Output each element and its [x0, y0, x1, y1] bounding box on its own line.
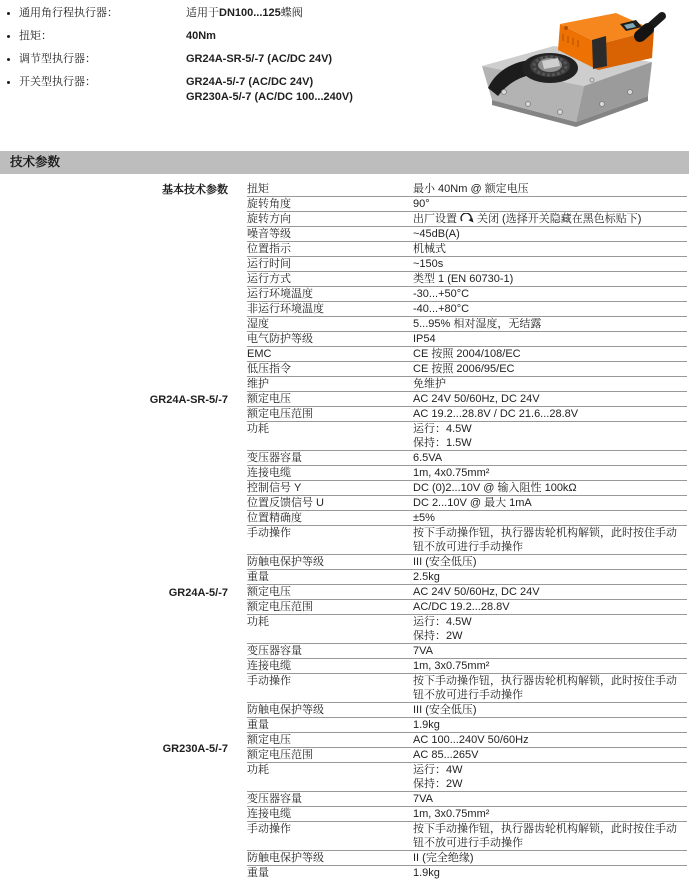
spec-name: 手动操作 [247, 527, 291, 539]
bullet-icon [7, 58, 10, 61]
spec-row [247, 257, 687, 272]
spec-value: 90° [413, 198, 430, 210]
spec-value: AC 24V 50/60Hz, DC 24V [413, 586, 540, 598]
spec-row [247, 718, 687, 733]
value-line: 运行：4W [413, 764, 463, 776]
spec-name: 旋转角度 [247, 198, 291, 210]
spec-value [413, 763, 687, 791]
spec-row [247, 212, 687, 227]
spec-name: 重量 [247, 867, 269, 879]
spec-value: DC (0)2...10V @ 输入阻性 100kΩ [413, 482, 577, 494]
spec-value: -30...+50°C [413, 288, 470, 300]
spec-value: III (安全低压) [413, 704, 477, 716]
value-text-bold: DN100...125 [219, 7, 281, 19]
value-line: 运行：4.5W [413, 616, 472, 628]
section-gr24a-sr [0, 392, 689, 585]
intro-value: GR24A-SR-5/-7 (AC/DC 24V) [186, 53, 333, 65]
spec-value: II (完全绝缘) [413, 852, 474, 864]
spec-value: AC 100...240V 50/60Hz [413, 734, 529, 746]
spec-value: CE 按照 2006/95/EC [413, 363, 515, 375]
spec-name: 功耗 [247, 423, 269, 435]
intro-item-torque [7, 29, 462, 44]
spec-row [247, 362, 687, 377]
spec-value: III (安全低压) [413, 556, 477, 568]
value-line: GR24A-5/-7 (AC/DC 24V) [186, 76, 314, 88]
spec-row [247, 272, 687, 287]
value-text: 蝶阀 [280, 7, 303, 19]
spec-value: AC 85...265V [413, 749, 479, 761]
spec-value [413, 422, 687, 450]
spec-row [247, 332, 687, 347]
spec-name: 噪音等级 [247, 228, 291, 240]
section-gr230a [0, 733, 689, 879]
spec-value: 机械式 [413, 243, 446, 255]
spec-row [247, 866, 687, 879]
spec-row [247, 674, 687, 703]
spec-row [247, 347, 687, 362]
spec-name: 位置反馈信号 U [247, 497, 324, 509]
spec-name: 运行时间 [247, 258, 291, 270]
spec-row [247, 466, 687, 481]
spec-name: 额定电压 [247, 734, 291, 746]
spec-row [247, 511, 687, 526]
intro-item-onoff-actuator [7, 75, 462, 105]
section-label-gr24a-sr: GR24A-SR-5/-7 [149, 394, 228, 406]
section-label-gr230a: GR230A-5/-7 [162, 743, 228, 755]
spec-value: DC 2...10V @ 最大 1mA [413, 497, 532, 509]
spec-row [247, 792, 687, 807]
spec-value: AC 19.2...28.8V / DC 21.6...28.8V [413, 408, 579, 420]
spec-value [413, 615, 687, 643]
spec-row [247, 703, 687, 718]
spec-value: 类型 1 (EN 60730-1) [413, 273, 514, 285]
spec-row [247, 659, 687, 674]
product-photo-actuator [462, 0, 672, 130]
value-text: 关闭 (选择开关隐藏在黑色标贴下) [477, 213, 642, 225]
spec-value [413, 212, 687, 226]
section-rows [247, 392, 687, 585]
spec-name: EMC [247, 348, 272, 360]
spec-row [247, 182, 687, 197]
spec-value: -40...+80°C [413, 303, 470, 315]
spec-name: 重量 [247, 719, 269, 731]
value-line: 保持：2W [413, 630, 463, 642]
spec-value: 1m, 3x0.75mm² [413, 660, 490, 672]
spec-value: 按下手动操作钮，执行器齿轮机构解锁，此时按住手动钮不放可进行手动操作 [413, 823, 677, 849]
spec-row [247, 851, 687, 866]
section-basic-parameters [0, 182, 689, 392]
spec-name: 维护 [247, 378, 269, 390]
spec-row [247, 733, 687, 748]
spec-row [247, 317, 687, 332]
spec-value: ~45dB(A) [413, 228, 460, 240]
intro-value: 40Nm [186, 30, 216, 42]
spec-row [247, 392, 687, 407]
spec-name: 额定电压范围 [247, 601, 313, 613]
spec-value: 1m, 3x0.75mm² [413, 808, 490, 820]
spec-row [247, 763, 687, 792]
spec-name: 扭矩 [247, 183, 269, 195]
spec-row [247, 451, 687, 466]
spec-name: 防触电保护等级 [247, 556, 324, 568]
spec-row [247, 287, 687, 302]
spec-row [247, 822, 687, 851]
spec-value: 7VA [413, 645, 433, 657]
section-header-technical-data: 技术参数 [0, 151, 689, 174]
section-gr24a [0, 585, 689, 733]
spec-name: 运行环境温度 [247, 288, 313, 300]
spec-value: 免维护 [413, 378, 446, 390]
spec-name: 变压器容量 [247, 793, 302, 805]
section-rows [247, 182, 687, 392]
intro-label: 通用角行程执行器： [19, 7, 118, 19]
spec-row [247, 615, 687, 644]
spec-value: 按下手动操作钮，执行器齿轮机构解锁，此时按住手动钮不放可进行手动操作 [413, 527, 677, 553]
spec-value: ±5% [413, 512, 435, 524]
spec-row [247, 600, 687, 615]
value-line: 保持：2W [413, 778, 463, 790]
spec-row [247, 481, 687, 496]
spec-name: 非运行环境温度 [247, 303, 324, 315]
spec-name: 控制信号 Y [247, 482, 302, 494]
section-label-basic: 基本技术参数 [162, 184, 228, 196]
spec-value: ~150s [413, 258, 444, 270]
spec-name: 湿度 [247, 318, 269, 330]
spec-value: 2.5kg [413, 571, 440, 583]
spec-name: 运行方式 [247, 273, 291, 285]
spec-name: 位置指示 [247, 243, 291, 255]
section-rows [247, 585, 687, 733]
spec-table [0, 182, 689, 879]
spec-name: 电气防护等级 [247, 333, 313, 345]
spec-name: 额定电压范围 [247, 408, 313, 420]
spec-name: 变压器容量 [247, 645, 302, 657]
intro-label: 调节型执行器： [19, 53, 96, 65]
spec-row [247, 407, 687, 422]
spec-value: 7VA [413, 793, 433, 805]
spec-value: 5...95% 相对湿度，无结露 [413, 318, 542, 330]
spec-name: 重量 [247, 571, 269, 583]
spec-row [247, 227, 687, 242]
spec-row [247, 644, 687, 659]
spec-value: 1m, 4x0.75mm² [413, 467, 490, 479]
spec-name: 额定电压范围 [247, 749, 313, 761]
spec-name: 防触电保护等级 [247, 704, 324, 716]
spec-name: 手动操作 [247, 823, 291, 835]
bullet-icon [7, 81, 10, 84]
intro-item-application [7, 6, 462, 21]
intro-value [186, 75, 353, 105]
spec-name: 额定电压 [247, 586, 291, 598]
spec-value: AC/DC 19.2...28.8V [413, 601, 510, 613]
spec-value: AC 24V 50/60Hz, DC 24V [413, 393, 540, 405]
spec-name: 功耗 [247, 764, 269, 776]
spec-row [247, 748, 687, 763]
actuator-illustration [462, 0, 672, 130]
spec-row [247, 585, 687, 600]
spec-row [247, 807, 687, 822]
spec-name: 连接电缆 [247, 808, 291, 820]
bullet-icon [7, 35, 10, 38]
intro-value [186, 6, 303, 21]
spec-name: 连接电缆 [247, 467, 291, 479]
spec-value: IP54 [413, 333, 436, 345]
spec-name: 防触电保护等级 [247, 852, 324, 864]
spec-row [247, 555, 687, 570]
value-line: GR230A-5/-7 (AC/DC 100...240V) [186, 91, 353, 103]
spec-row [247, 526, 687, 555]
spec-row [247, 422, 687, 451]
spec-row [247, 496, 687, 511]
bullet-icon [7, 12, 10, 15]
rotate-clockwise-icon [460, 213, 474, 223]
intro-item-modulating-actuator [7, 52, 462, 67]
intro-label: 扭矩： [19, 30, 52, 42]
intro-label: 开关型执行器： [19, 76, 96, 88]
spec-name: 低压指令 [247, 363, 291, 375]
spec-name: 变压器容量 [247, 452, 302, 464]
spec-row [247, 242, 687, 257]
section-label-gr24a: GR24A-5/-7 [168, 587, 228, 599]
spec-value: 1.9kg [413, 867, 440, 879]
spec-row [247, 302, 687, 317]
spec-row [247, 197, 687, 212]
spec-value: 按下手动操作钮，执行器齿轮机构解锁，此时按住手动钮不放可进行手动操作 [413, 675, 677, 701]
value-text: 出厂设置 [413, 213, 457, 225]
spec-value: CE 按照 2004/108/EC [413, 348, 521, 360]
value-text: 适用于 [186, 7, 219, 19]
value-line: 保持：1.5W [413, 437, 472, 449]
spec-name: 功耗 [247, 616, 269, 628]
product-summary-list [7, 6, 462, 113]
spec-row [247, 377, 687, 392]
spec-value: 最小 40Nm @ 额定电压 [413, 183, 529, 195]
value-line: 运行：4.5W [413, 423, 472, 435]
spec-value: 6.5VA [413, 452, 443, 464]
spec-name: 位置精确度 [247, 512, 302, 524]
spec-name: 额定电压 [247, 393, 291, 405]
spec-name: 旋转方向 [247, 213, 291, 225]
spec-name: 连接电缆 [247, 660, 291, 672]
spec-name: 手动操作 [247, 675, 291, 687]
section-rows [247, 733, 687, 879]
spec-row [247, 570, 687, 585]
spec-value: 1.9kg [413, 719, 440, 731]
